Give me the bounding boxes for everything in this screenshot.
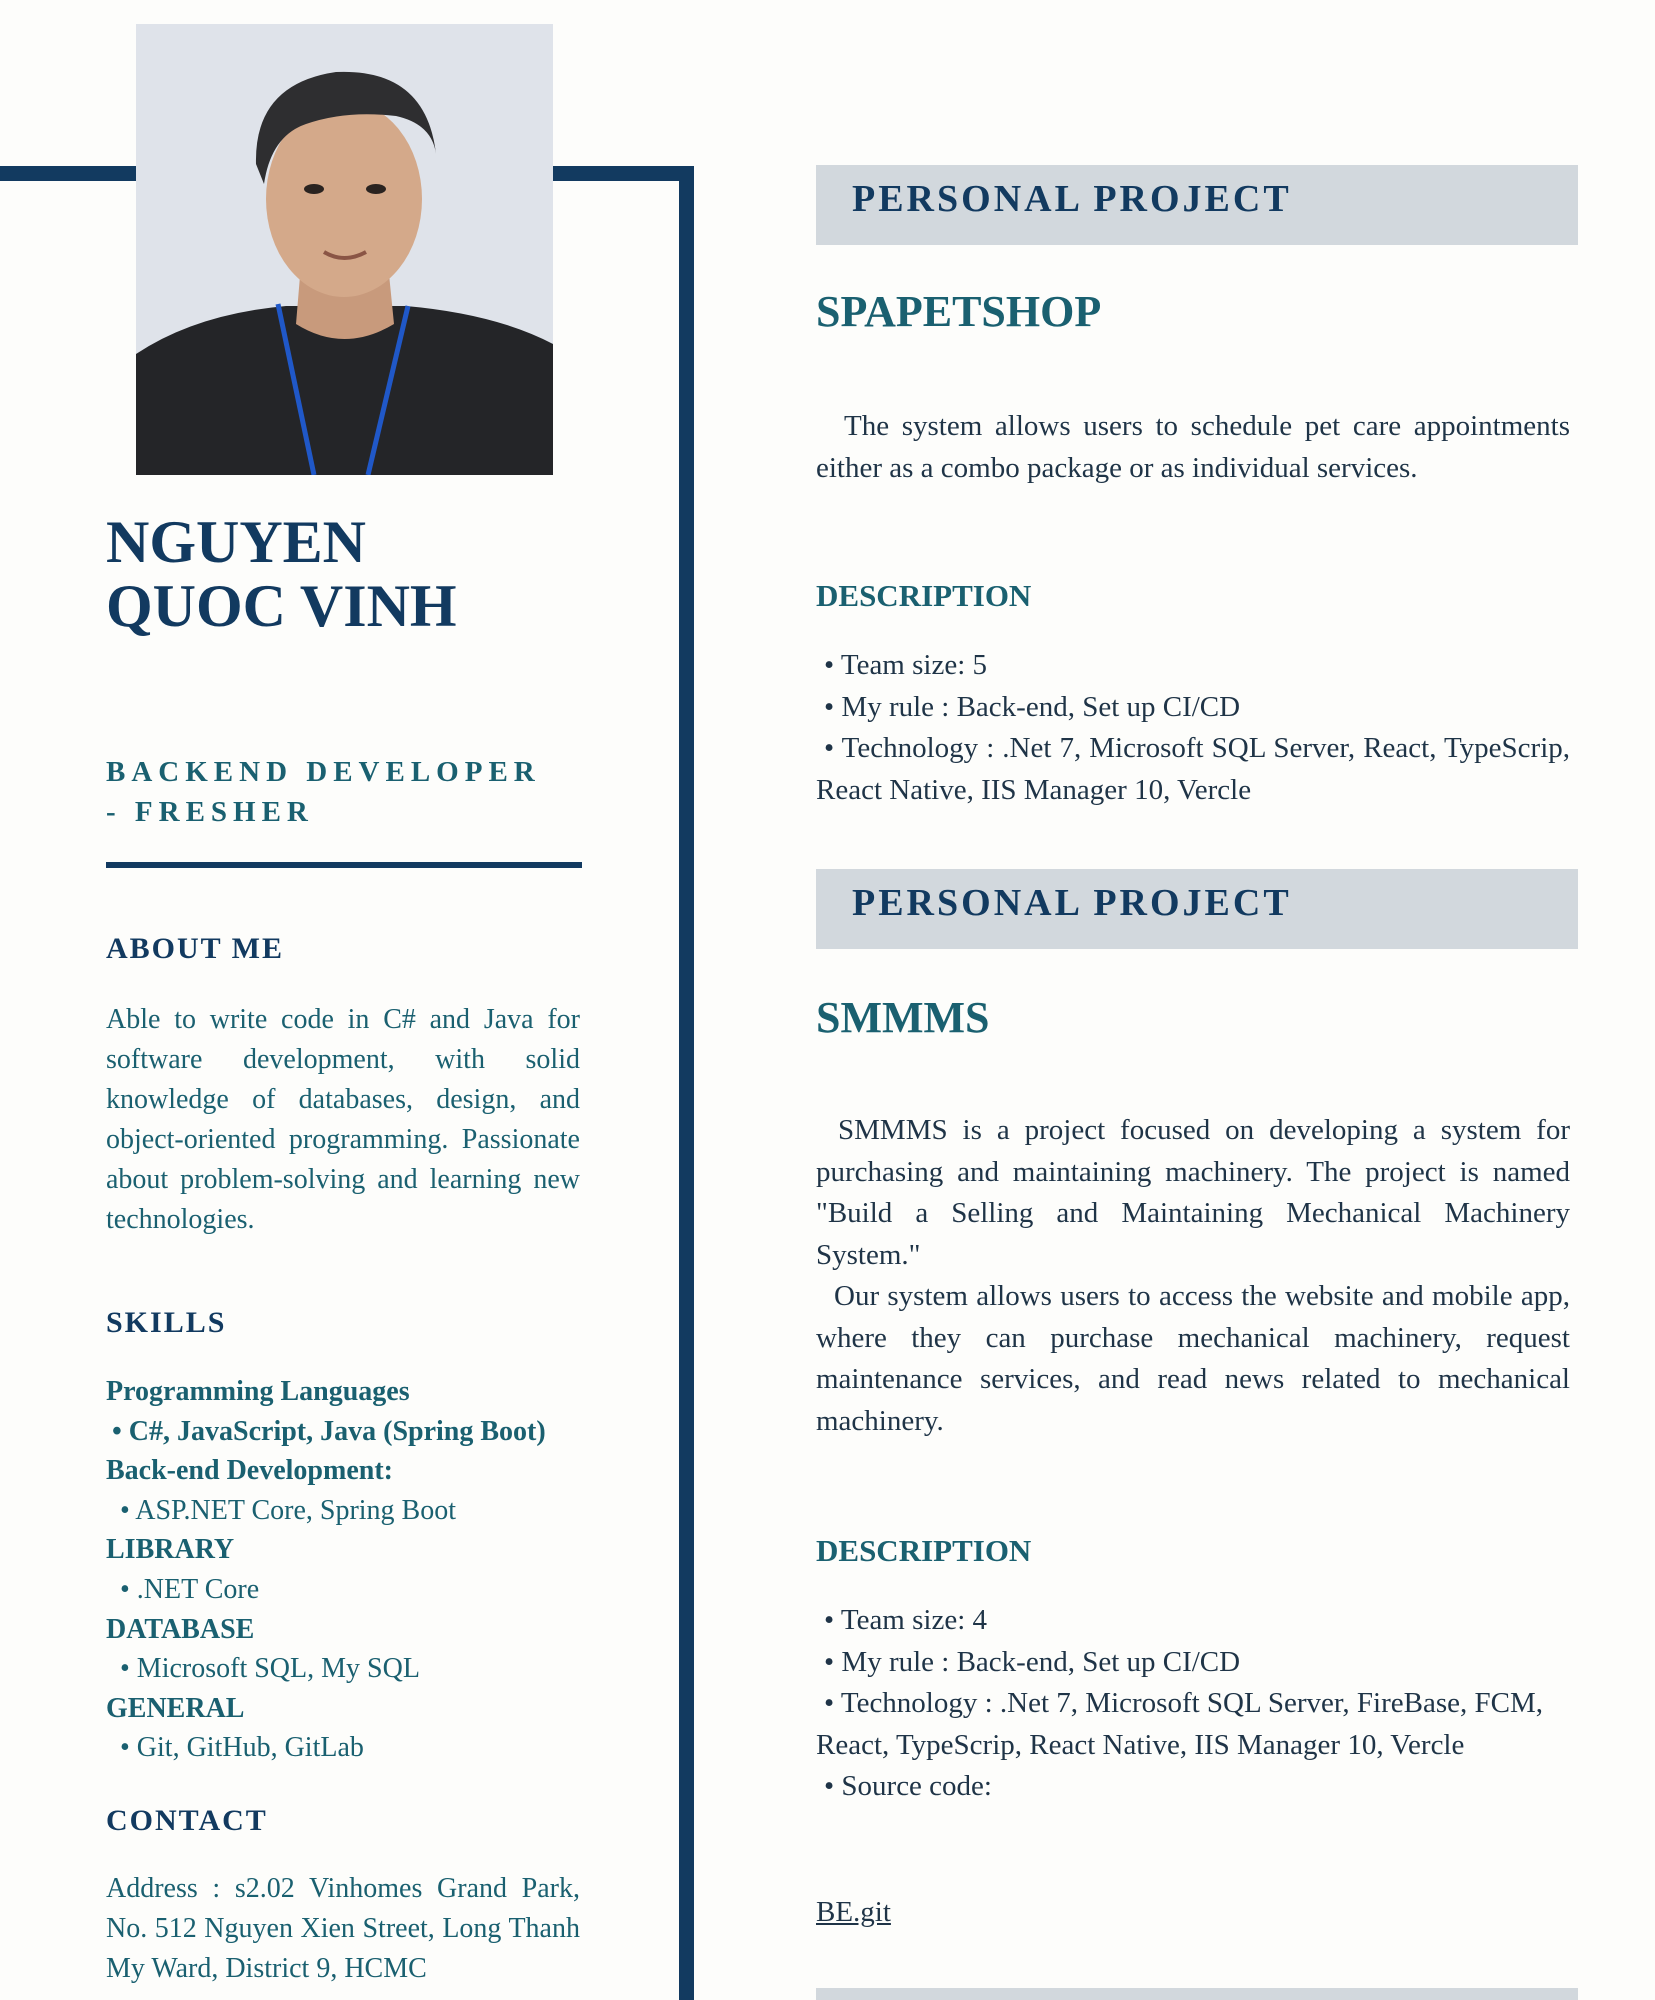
project-band-label: PERSONAL PROJECT xyxy=(852,882,1292,924)
project-title: SPAPETSHOP xyxy=(816,287,1102,336)
project-bullets xyxy=(816,1600,1570,1808)
frame-line-vertical xyxy=(679,166,694,2000)
skill-category: GENERAL xyxy=(106,1692,245,1724)
skill-category: DATABASE xyxy=(106,1613,255,1645)
first-name: NGUYEN xyxy=(106,509,367,575)
project-summary-paragraph: The system allows users to schedule pet care appointments either as a combo package or as individual services. xyxy=(816,410,1570,484)
about-heading: ABOUT ME xyxy=(106,932,284,965)
skill-value: • .NET Core xyxy=(120,1573,260,1605)
last-name: QUOC VINH xyxy=(106,573,457,639)
project-band xyxy=(816,165,1578,245)
skill-value: • ASP.NET Core, Spring Boot xyxy=(120,1494,456,1526)
skill-value: • Git, GitHub, GitLab xyxy=(120,1732,364,1764)
project-summary-paragraph: SMMMS is a project focused on developing a system for purchasing and maintaining machinery. The project is named "Build a Selling and Maintaining Mechanical Machinery System." xyxy=(816,1114,1570,1271)
frame-line-top-left xyxy=(0,166,137,181)
job-title-line-2: - FRESHER xyxy=(106,796,314,828)
skill-value: • C#, JavaScript, Java (Spring Boot) xyxy=(112,1415,546,1447)
bullet-item: • Technology : .Net 7, Microsoft SQL Server, React, TypeScrip, React Native, IIS Manager 10, Vercle xyxy=(816,732,1570,806)
profile-photo xyxy=(136,24,553,475)
project-band-label: PERSONAL PROJECT xyxy=(852,178,1292,220)
project-bullets xyxy=(816,645,1570,811)
skills-heading: SKILLS xyxy=(106,1306,227,1339)
project-band xyxy=(816,869,1578,949)
bullet-item: • Technology : .Net 7, Microsoft SQL Server, FireBase, FCM, React, TypeScrip, React Native, IIS Manager 10, Vercle xyxy=(816,1687,1543,1761)
project-band-partial xyxy=(816,1988,1578,2000)
description-heading: DESCRIPTION xyxy=(816,1533,1032,1568)
source-code-link[interactable]: BE.git xyxy=(816,1896,891,1928)
description-heading: DESCRIPTION xyxy=(816,578,1032,613)
job-title-line-1: BACKEND DEVELOPER xyxy=(106,756,541,788)
skill-category: Back-end Development: xyxy=(106,1455,393,1487)
bullet-item: • Source code: xyxy=(824,1770,992,1802)
bullet-item: • My rule : Back-end, Set up CI/CD xyxy=(824,690,1241,723)
job-title xyxy=(106,752,576,832)
bullet-item: • Team size: 5 xyxy=(824,649,988,681)
frame-line-top-right xyxy=(552,166,694,181)
contact-heading: CONTACT xyxy=(106,1804,268,1837)
contact-address: Address : s2.02 Vinhomes Grand Park, No. 512 Nguyen Xien Street, Long Thanh My Ward, District 9, HCMC xyxy=(106,1873,580,1984)
about-text: Able to write code in C# and Java for software development, with solid knowledge of databases, design, and object-oriented programming. Passionate about problem-solving and learning new technologies. xyxy=(106,1004,580,1235)
name-divider xyxy=(106,862,582,868)
skill-category: Programming Languages xyxy=(106,1376,410,1407)
skill-category: LIBRARY xyxy=(106,1534,235,1566)
project-summary xyxy=(816,1110,1570,1442)
skill-value: • Microsoft SQL, My SQL xyxy=(120,1653,420,1685)
candidate-name xyxy=(106,510,457,638)
project-summary xyxy=(816,406,1570,489)
bullet-item: • My rule : Back-end, Set up CI/CD xyxy=(824,1645,1241,1678)
bullet-item: • Team size: 4 xyxy=(824,1604,988,1636)
project-title: SMMMS xyxy=(816,993,990,1042)
skills-list xyxy=(106,1372,626,1768)
project-summary-paragraph: Our system allows users to access the website and mobile app, where they can purchase mechanical machinery, request maintenance services, and read news related to mechanical machinery. xyxy=(816,1280,1570,1437)
